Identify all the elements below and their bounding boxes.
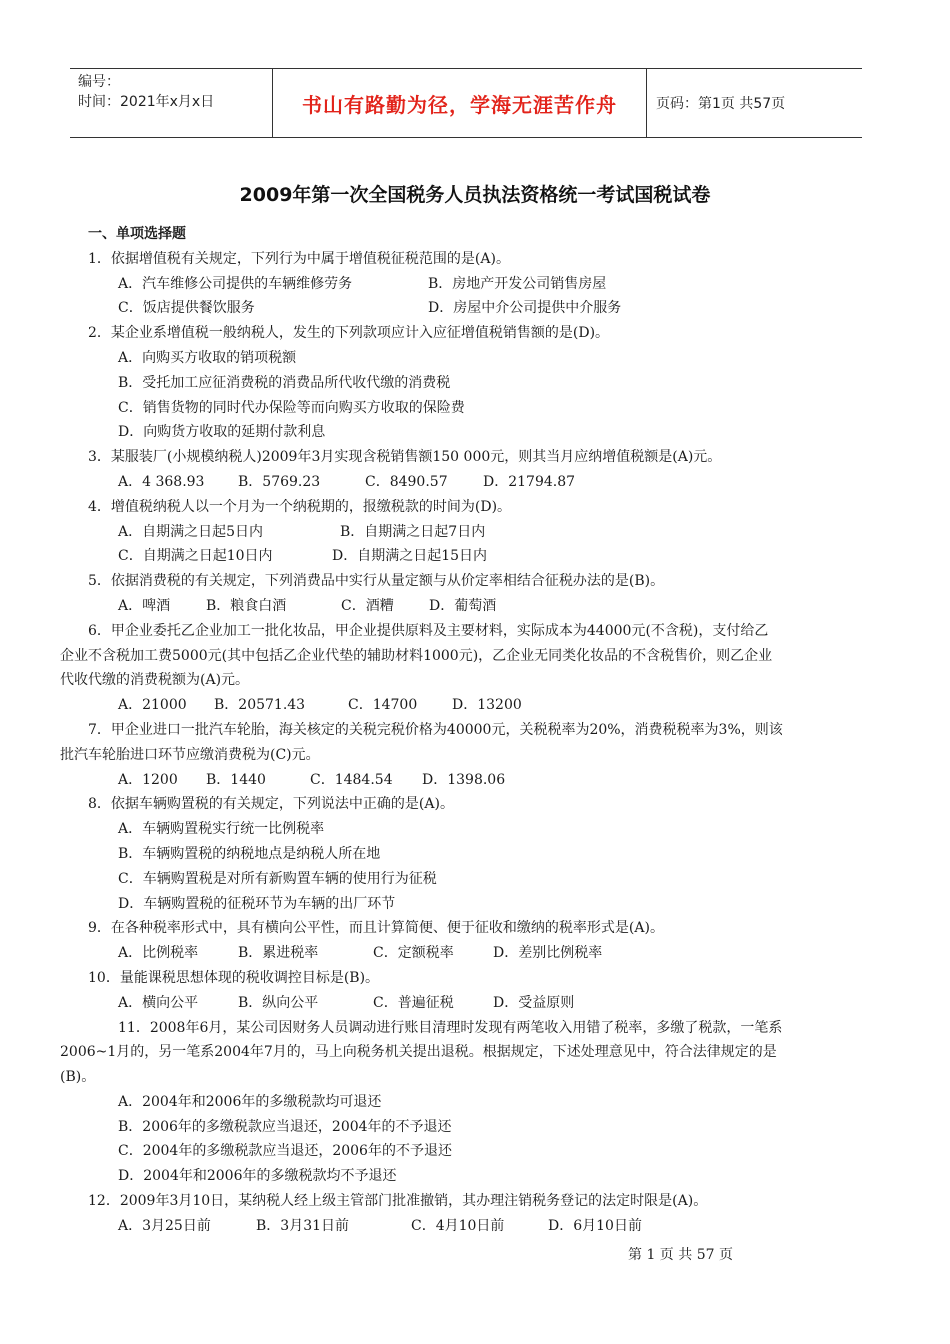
option: A．自期满之日起5日内 (118, 523, 264, 540)
option: C．车辆购置税是对所有新购置车辆的使用行为征税 (118, 870, 437, 887)
option: D．13200 (452, 697, 522, 714)
question-stem: 1．依据增值税有关规定，下列行为中属于增值税征税范围的是(A)。 (88, 250, 510, 267)
question-stem: 5．依据消费税的有关规定，下列消费品中实行从量定额与从价定率相结合征税办法的是(B)。 (88, 573, 665, 590)
option-row (88, 991, 878, 1016)
option: D．自期满之日起15日内 (332, 548, 488, 565)
option-row (88, 544, 878, 569)
question-stem: 10．量能课税思想体现的税收调控目标是(B)。 (88, 969, 380, 986)
option-row (88, 272, 878, 297)
option: B．1440 (206, 771, 266, 788)
number-label: 编号： (78, 74, 120, 90)
option-row (88, 594, 878, 619)
option: A．4 368.93 (118, 473, 205, 490)
option: A．横向公平 (118, 994, 199, 1011)
question-stem-line: 批汽车轮胎进口环节应缴消费税为(C)元。 (60, 746, 320, 763)
exam-content (60, 222, 878, 1239)
time-label: 时间：2021年x月x日 (78, 94, 215, 110)
option: A．21000 (118, 697, 187, 714)
option-row (88, 470, 878, 495)
section-heading: 一、单项选择题 (88, 226, 186, 242)
question-stem: 2．某企业系增值税一般纳税人，发生的下列款项应计入应征增值税销售额的是(D)。 (88, 325, 610, 342)
question-stem: 3．某服装厂(小规模纳税人)2009年3月实现含税销售额150 000元，则其当月应纳增值税额是(A)元。 (88, 449, 722, 466)
header-meta (78, 72, 273, 112)
option: D．房屋中介公司提供中介服务 (428, 300, 622, 317)
option: C．饭店提供餐饮服务 (118, 300, 255, 317)
option: B．20571.43 (214, 697, 306, 714)
option: B．2006年的多缴税款应当退还，2004年的不予退还 (118, 1118, 452, 1135)
question-stem-line: 企业不含税加工费5000元(其中包括乙企业代垫的辅助材料1000元)，乙企业无同类化妆品的不含税售价，则乙企业 (60, 647, 773, 664)
question-stem: 4．增值税纳税人以一个月为一个纳税期的，报缴税款的时间为(D)。 (88, 498, 512, 515)
option: C．酒糟 (341, 597, 394, 614)
option: C．2004年的多缴税款应当退还，2006年的不予退还 (118, 1143, 452, 1160)
option: C．普遍征税 (373, 994, 454, 1011)
option: A．汽车维修公司提供的车辆维修劳务 (118, 275, 353, 292)
option: D．1398.06 (422, 771, 506, 788)
header-divider (646, 69, 647, 137)
option: C．定额税率 (373, 945, 454, 962)
option: D．葡萄酒 (429, 597, 497, 614)
option: A．比例税率 (118, 945, 199, 962)
option: B．自期满之日起7日内 (340, 523, 486, 540)
option: C．8490.57 (365, 473, 448, 490)
option: D．受益原则 (493, 994, 575, 1011)
option: B．粮食白酒 (206, 597, 287, 614)
header-motto: 书山有路勤为径，学海无涯苦作舟 (302, 92, 617, 117)
option: D．向购货方收取的延期付款利息 (118, 424, 326, 441)
option: C．自期满之日起10日内 (118, 548, 273, 565)
option: A．向购买方收取的销项税额 (118, 349, 297, 366)
option: B．3月31日前 (256, 1217, 350, 1234)
document-title: 2009年第一次全国税务人员执法资格统一考试国税试卷 (239, 184, 711, 206)
option: C．销售货物的同时代办保险等而向购买方收取的保险费 (118, 399, 465, 416)
option: A．1200 (118, 771, 178, 788)
question-stem: 8．依据车辆购置税的有关规定，下列说法中正确的是(A)。 (88, 796, 454, 813)
option-row (88, 520, 878, 545)
header-page-info: 页码：第1页 共57页 (656, 96, 786, 112)
option: D．21794.87 (483, 473, 576, 490)
option-row (88, 1214, 878, 1239)
option: C．14700 (348, 697, 418, 714)
page-header (70, 68, 862, 138)
option: B．房地产开发公司销售房屋 (428, 275, 607, 292)
question-stem-line: 7．甲企业进口一批汽车轮胎，海关核定的关税完税价格为40000元，关税税率为20%，消费税税率为3%，则该 (88, 721, 783, 738)
page-footer: 第 1 页 共 57 页 (628, 1247, 733, 1263)
question-stem-line: 6．甲企业委托乙企业加工一批化妆品，甲企业提供原料及主要材料，实际成本为44000元(不含税)，支付给乙 (88, 622, 769, 639)
option: B．累进税率 (238, 945, 319, 962)
option: A．3月25日前 (118, 1217, 211, 1234)
question-stem: 12．2009年3月10日，某纳税人经上级主管部门批准撤销，其办理注销税务登记的法定时限是(A)。 (88, 1193, 708, 1210)
option: D．车辆购置税的征税环节为车辆的出厂环节 (118, 895, 396, 912)
option: A．啤酒 (118, 597, 171, 614)
option: D．6月10日前 (548, 1217, 642, 1234)
option: C．4月10日前 (411, 1217, 505, 1234)
option-row (88, 296, 878, 321)
question-stem-line: (B)。 (60, 1069, 96, 1086)
option: A．车辆购置税实行统一比例税率 (118, 821, 325, 838)
option: C．1484.54 (310, 771, 393, 788)
option-row (88, 941, 878, 966)
option: B．车辆购置税的纳税地点是纳税人所在地 (118, 845, 381, 862)
option: B．纵向公平 (238, 994, 319, 1011)
option-row (88, 768, 878, 793)
question-stem-line: 11．2008年6月，某公司因财务人员调动进行账目清理时发现有两笔收入用错了税率，多缴了税款，一笔系 (118, 1019, 783, 1036)
option-row (88, 693, 878, 718)
question-stem: 9．在各种税率形式中，具有横向公平性，而且计算简便、便于征收和缴纳的税率形式是(A)。 (88, 920, 664, 937)
option: B．受托加工应征消费税的消费品所代收代缴的消费税 (118, 374, 451, 391)
option: D．2004年和2006年的多缴税款均不予退还 (118, 1168, 397, 1185)
option: A．2004年和2006年的多缴税款均可退还 (118, 1093, 382, 1110)
option: D．差别比例税率 (493, 945, 603, 962)
question-stem-line: 代收代缴的消费税额为(A)元。 (60, 672, 250, 689)
option: B．5769.23 (238, 473, 321, 490)
question-stem-line: 2006~1月的，另一笔系2004年7月的，马上向税务机关提出退税。根据规定，下述处理意见中，符合法律规定的是 (60, 1044, 777, 1061)
